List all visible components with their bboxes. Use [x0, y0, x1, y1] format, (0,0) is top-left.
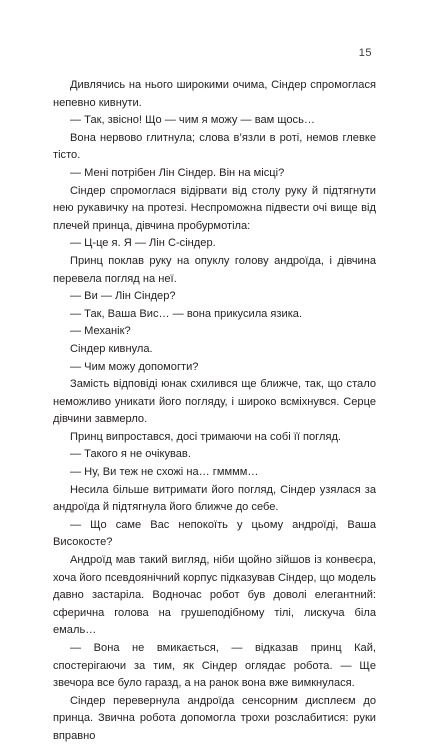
paragraph: Андроїд мав такий вигляд, ніби щойно зійшов із конвеєра, хоча його псевдоянічний корпус підказував Сіндер, що модель давно застаріла. Водночас робот був доволі елегантний: сферична голова на грушеподібному тілі, лискуча біла емаль… [53, 554, 376, 637]
paragraph: — Ну, Ви теж не схожі на… гмммм… [70, 466, 259, 479]
paragraph: — Ви — Лін Сіндер? [70, 290, 176, 303]
paragraph: Замість відповіді юнак схилився ще ближче, так, що стало неможливо уникати його погляду, і широко всміхнувся. Серце дівчини завмерло. [53, 378, 376, 426]
paragraph: — Ц-це я. Я — Лін С-сіндер. [70, 237, 216, 250]
paragraph: Сіндер перевернула андроїда сенсорним дисплеєм до принца. Звична робота допомогла трохи розслабитися: руки вправно [53, 694, 376, 742]
paragraph: — Механік? [70, 325, 131, 338]
paragraph: — Що саме Вас непокоїть у цьому андроїді, Ваша Високосте? [53, 518, 376, 549]
paragraph: — Вона не вмикається, — відказав принц Кай, спостерігаючи за тим, як Сіндер оглядає робота. — Ще звечора все було гаразд, а на ранок вона вже вимкнулася. [53, 642, 376, 690]
paragraph: — Такого я не очікував. [70, 448, 191, 461]
paragraph: Сіндер кивнула. [70, 342, 153, 355]
paragraph: — Чим можу допомогти? [70, 360, 199, 373]
paragraph: Принц випростався, досі тримаючи на собі її погляд. [70, 430, 342, 443]
paragraph: — Так, звісно! Що — чим я можу — вам щось… [70, 114, 315, 127]
page-number: 15 [358, 47, 372, 59]
paragraph: Дивлячись на нього широкими очима, Сіндер спромоглася непевно кивнути. [53, 79, 376, 109]
paragraph: Принц поклав руку на опуклу голову андроїда, і дівчина перевела погляд на неї. [53, 254, 376, 285]
paragraph: Сіндер спромоглася відірвати від столу руку й підтягнути нею рукавичку на протезі. Неспроможна підвести очі вище від плечей принца, дівчина пробурмотіла: [53, 184, 376, 232]
paragraph: Несила більше витримати його погляд, Сіндер узялася за андроїда й підтягнула його ближче до себе. [53, 483, 376, 514]
paragraph: Вона нервово глитнула; слова в’язли в роті, немов глевке тісто. [53, 131, 376, 162]
body-text [53, 77, 376, 746]
paragraph: — Мені потрібен Лін Сіндер. Він на місці? [70, 166, 285, 179]
paragraph: — Так, Ваша Вис… — вона прикусила язика. [70, 307, 303, 320]
